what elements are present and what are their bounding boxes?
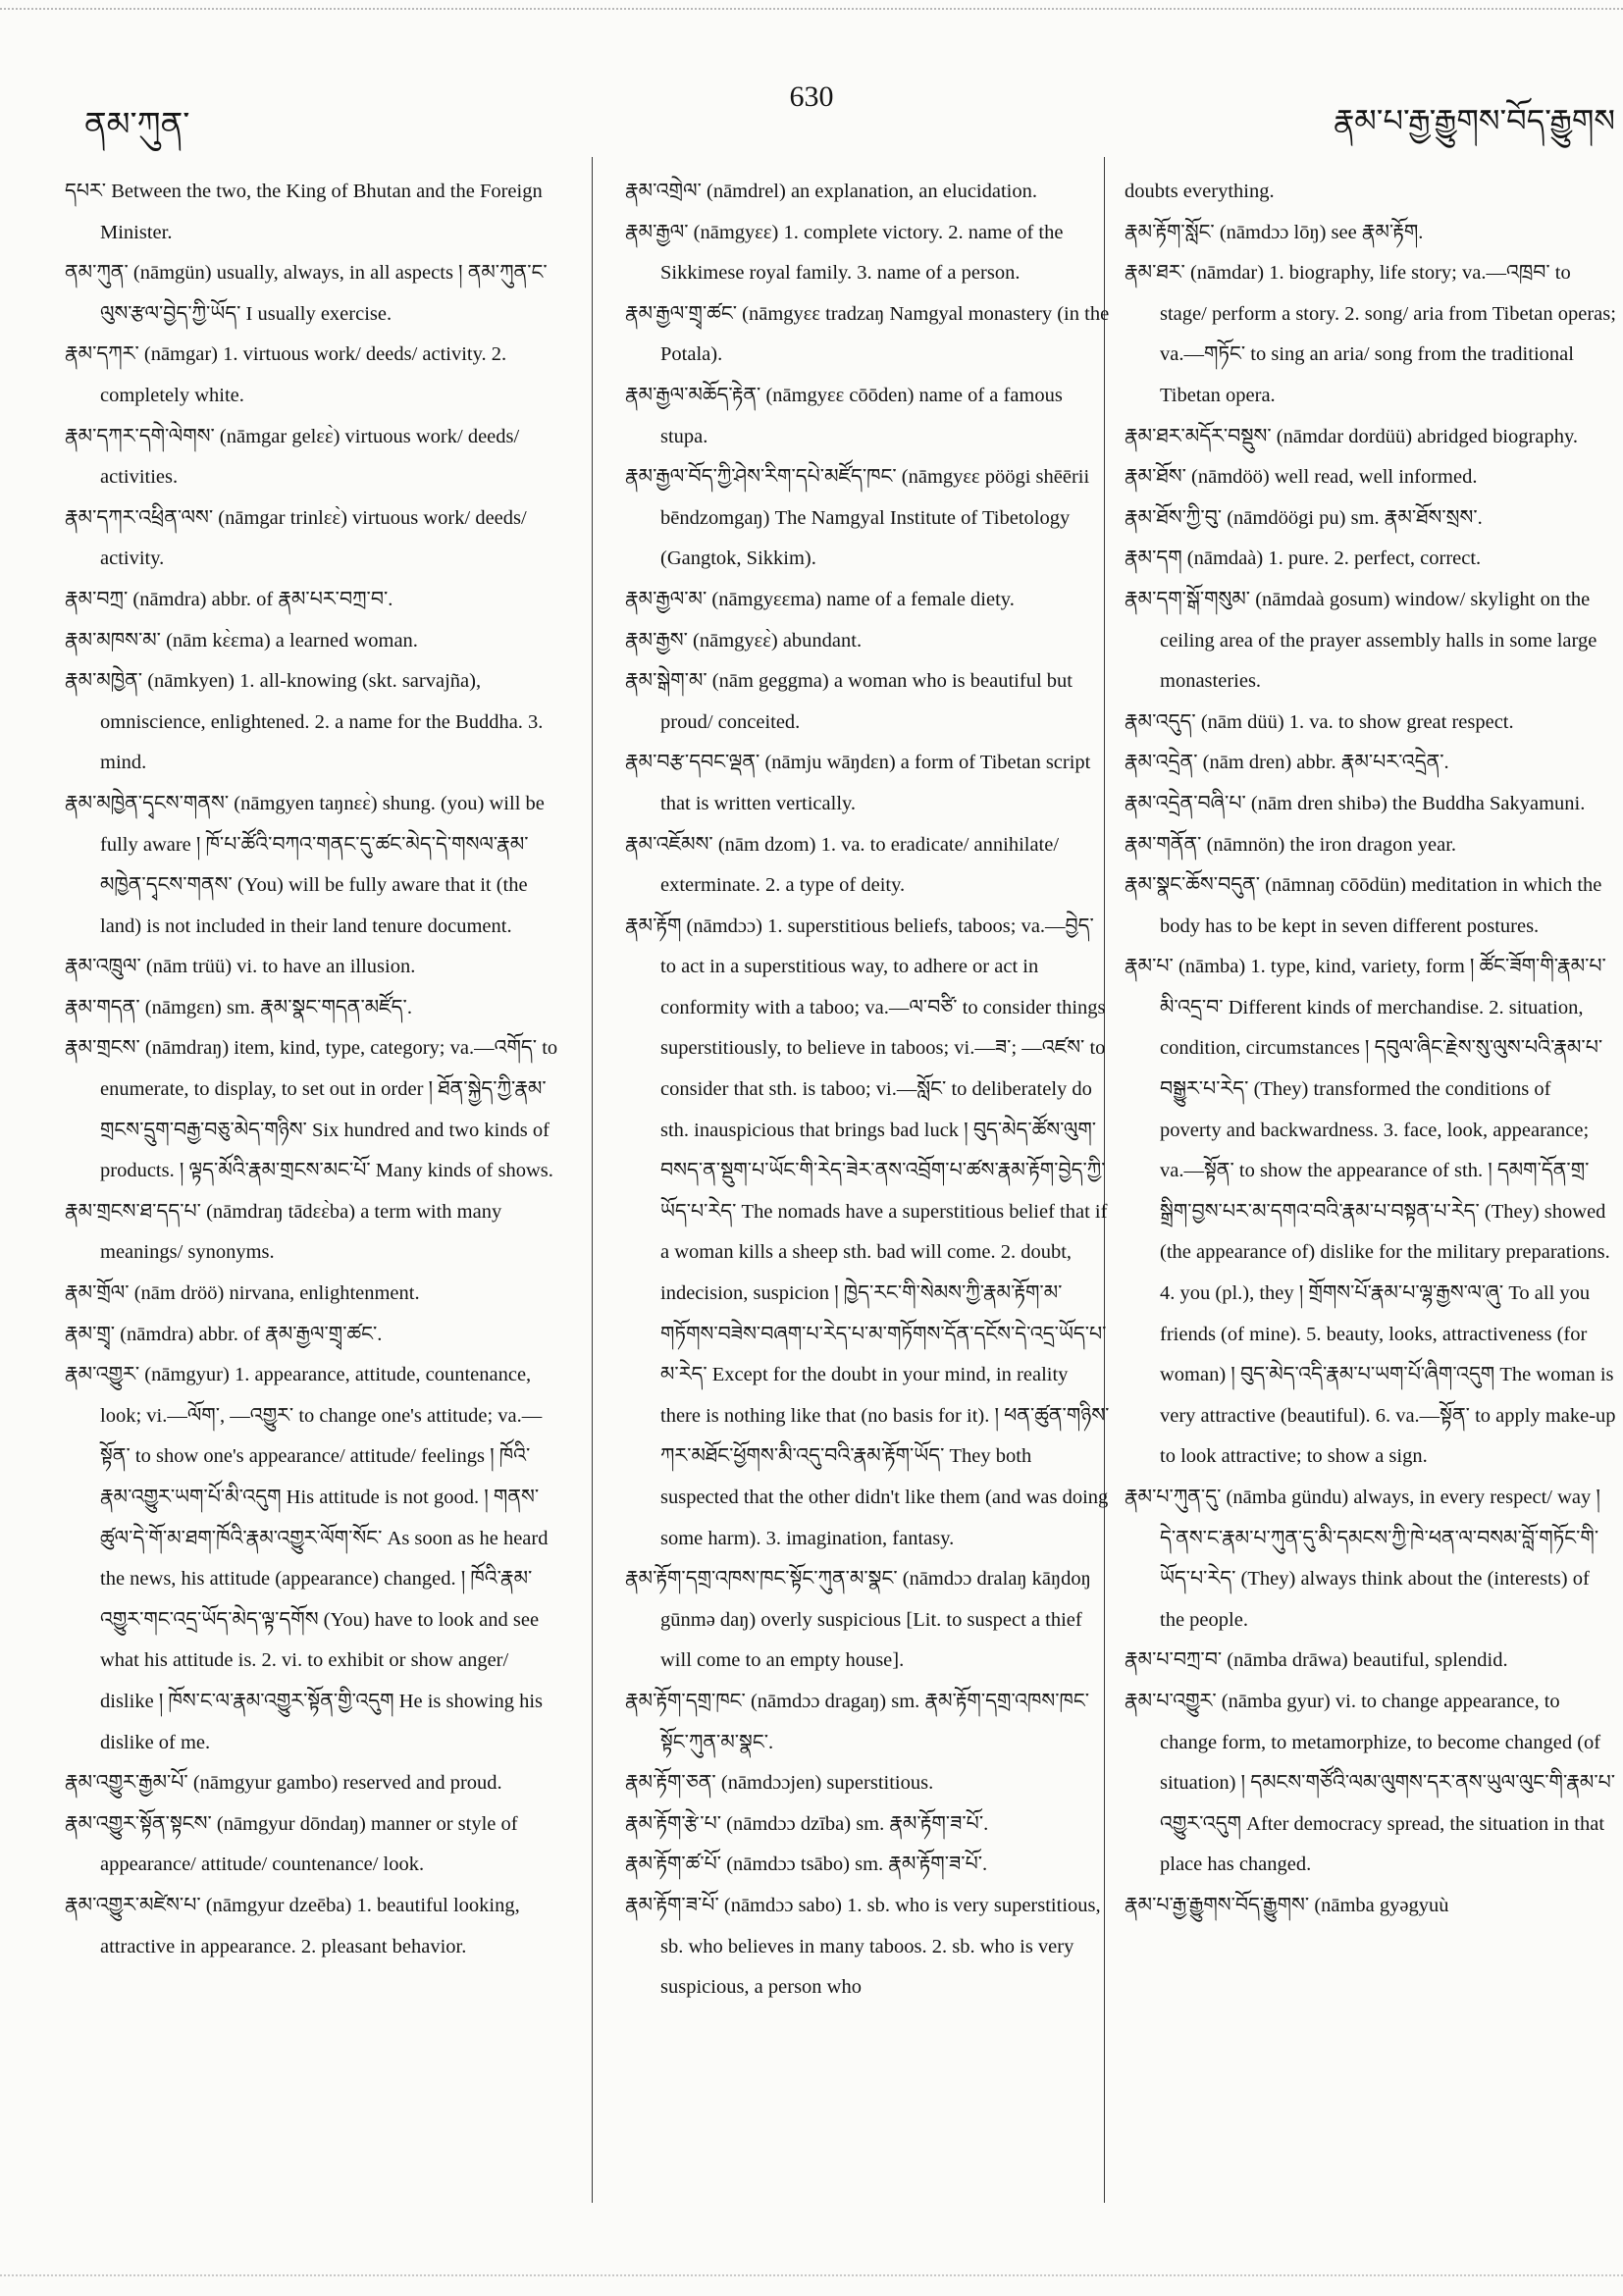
dictionary-entry: རྣམ་རྟོག་སློང་ (nāmdɔɔ lōŋ) see རྣམ་རྟོག. <box>1125 221 1424 243</box>
dictionary-entry: རྣམ་འགྱུར་རྒྱམ་པོ་ (nāmgyur gambo) reserved and proud. <box>65 1772 502 1795</box>
dictionary-entry: རྣམ་མཁས་མ་ (nām kɛ̀ɛma) a learned woman. <box>65 629 418 652</box>
dictionary-entry: རྣམ་རྟོག་དགྲ་ཁང་ (nāmdɔɔ dragaŋ) sm. རྣམ་རྟོག་དགྲ་འཁས་ཁང་སྟོང་ཀུན་མ་སྣང་. <box>625 1690 1090 1753</box>
dictionary-entry: ནམ་ཀུན་ (nāmgün) usually, always, in all aspects ། ནམ་ཀུན་ང་ལུས་རྩལ་བྱེད་ཀྱི་ཡོད་ I usually exercise. <box>65 262 548 325</box>
page-header <box>0 80 1623 143</box>
dictionary-entry: རྣམ་རྒྱལ་གྲྭ་ཚང་ (nāmgyɛɛ tradzaŋ Namgyal monastery (in the Potala). <box>625 302 1110 366</box>
dictionary-entry: རྣམ་དག་སྒོ་གསུམ་ (nāmdaà gosum) window/ skylight on the ceiling area of the prayer assembly halls in some large monasteries. <box>1125 588 1597 693</box>
dictionary-entry: རྣམ་ཐོས་ཀྱི་བུ་ (nāmdöögi pu) sm. རྣམ་ཐོས་སྲས་. <box>1125 506 1483 529</box>
dictionary-entry: རྣམ་རྒྱལ་མ་ (nāmgyɛɛma) name of a female diety. <box>625 588 1015 610</box>
left-running-head: ནམ་ཀུན་ <box>84 107 190 143</box>
dictionary-entry: རྣམ་གྲངས་ཐ་དད་པ་ (nāmdraŋ tādɛɛ̀ba) a term with many meanings/ synonyms. <box>65 1200 502 1264</box>
dictionary-entry: རྣམ་རྒྱལ་བོད་ཀྱི་ཤེས་རིག་དཔེ་མཛོད་ཁང་ (nāmgyɛɛ pöögi shēērii bēndzomgaŋ) The Namgyal Institute of Tibetology (Gangtok, Sikkim). <box>625 466 1090 570</box>
dictionary-entry: རྣམ་གདན་ (nāmgɛn) sm. རྣམ་སྣང་གདན་མཛོད་. <box>65 996 412 1018</box>
dictionary-entry: རྣམ་པ་འགྱུར་ (nāmba gyur) vi. to change appearance, to change form, to metamorphize, to become changed (of situation) ། དམངས་གཙོའི་ལམ་ལུགས་དར་ནས་ཡུལ་ལུང་གི་རྣམ་པ་འགྱུར་འདུག After democracy spread, the situation in that place has changed. <box>1125 1690 1616 1876</box>
dictionary-entry: རྣམ་གྲངས་ (nāmdraŋ) item, kind, type, category; va.—འགོད་ to enumerate, to display, to set out in order ། ཐོན་སྐྱེད་ཀྱི་རྣམ་གྲངས་དྲུག་བརྒྱ་བཅུ་མེད་གཉིས་ Six hundred and two kinds of products. ། ལྟད་མོའི་རྣམ་གྲངས་མང་པོ་ Many kinds of shows. <box>65 1037 558 1182</box>
dictionary-entry: རྣམ་འགྱུར་སྟོན་སྟངས་ (nāmgyur dōndaŋ) manner or style of appearance/ attitude/ countenance/ look. <box>65 1812 518 1876</box>
dictionary-entry: རྣམ་དཀར་ (nāmgar) 1. virtuous work/ deeds/ activity. 2. completely white. <box>65 343 507 406</box>
dictionary-entry: རྣམ་རྟོག (nāmdɔɔ) 1. superstitious beliefs, taboos; va.—བྱེད་ to act in a superstitious way, to adhere or act in conformity with a taboo; va.—ལ་བཙི་ to consider things superstitiously, to believe in taboos; vi.—ཟ་; —འཛས་ to consider that sth. is taboo; vi.—སློང་ to deliberately do sth. inauspicious that brings bad luck ། བུད་མེད་ཚོས་ལུག་བསད་ན་སྡུག་པ་ཡོང་གི་རེད་ཟེར་ནས་འབྲོག་པ་ཚས་རྣམ་རྟོག་བྱེད་ཀྱི་ཡོད་པ་རེད་ The nomads have a superstitious belief that if a woman kills a sheep sth. bad will come. 2. doubt, indecision, suspicion ། ཁྱེད་རང་གི་སེམས་ཀྱི་རྣམ་རྟོག་མ་གཏོགས་བཟེས་བཞག་པ་རེད་པ་མ་གཏོགས་དོན་དངོས་དེ་འདྲ་ཡོད་པ་མ་རེད་ Except for the doubt in your mind, in reality there is nothing like that (no basis for it). ། ཕན་ཚུན་གཉིས་ཀར་མཐོང་ཕྱོགས་མི་འདུ་བའི་རྣམ་རྟོག་ཡོད་ They both suspected that the other didn't like them (and was doing some harm). 3. imagination, fantasy. <box>625 914 1110 1549</box>
dictionary-entry: རྣམ་ཐོས་ (nāmdöö) well read, well informed. <box>1125 466 1478 489</box>
dictionary-entry: རྣམ་འདུད་ (nām düü) 1. va. to show great respect. <box>1125 710 1514 733</box>
dictionary-entry: རྣམ་གནོན་ (nāmnön) the iron dragon year. <box>1125 833 1457 856</box>
dictionary-entry: རྣམ་རྒྱལ་ (nāmgyɛɛ) 1. complete victory. 2. name of the Sikkimese royal family. 3. name of a person. <box>625 221 1064 285</box>
dictionary-entry: དཔར་ Between the two, the King of Bhutan and the Foreign Minister. <box>65 181 543 243</box>
dictionary-entry: རྣམ་པ་བཀྲ་བ་ (nāmba drāwa) beautiful, splendid. <box>1125 1649 1508 1672</box>
dictionary-entry: རྣམ་འགྱུར་མཛེས་པ་ (nāmgyur dzeēba) 1. beautiful looking, attractive in appearance. 2. pleasant behavior. <box>65 1894 520 1957</box>
scan-top-edge <box>0 8 1623 10</box>
dictionary-entry: རྣམ་གྲོལ་ (nām dröö) nirvana, enlightenment. <box>65 1282 420 1305</box>
dictionary-entry: རྣམ་འདྲེན་བཞི་པ་ (nām dren shibə) the Buddha Sakyamuni. <box>1125 792 1586 814</box>
dictionary-entry: རྣམ་མཁྱེན་ (nāmkyen) 1. all-knowing (skt. sarvajña), omniscience, enlightened. 2. a name for the Buddha. 3. mind. <box>65 670 544 774</box>
page-number: 630 <box>789 80 834 113</box>
dictionary-entry: རྣམ་སྣང་ཆོས་བདུན་ (nāmnaŋ cōōdün) meditation in which the body has to be kept in seven different postures. <box>1125 874 1602 937</box>
dictionary-entry: རྣམ་པ་ཀུན་དུ་ (nāmba gündu) always, in every respect/ way ། དེ་ནས་ང་རྣམ་པ་ཀུན་དུ་མི་དམངས་ཀྱི་ཁེ་ཕན་ལ་བསམ་བློ་གཏོང་གི་ཡོད་པ་རེད་ (They) always think about the (interests) of the people. <box>1125 1487 1600 1631</box>
dictionary-column-middle <box>625 172 1111 2222</box>
dictionary-entry: རྣམ་དག (nāmdaà) 1. pure. 2. perfect, correct. <box>1125 548 1482 570</box>
dictionary-entry: རྣམ་འདྲེན་ (nām dren) abbr. རྣམ་པར་འདྲེན་. <box>1125 752 1449 774</box>
dictionary-entry: རྣམ་རྟོག་ཅན་ (nāmdɔɔjen) superstitious. <box>625 1772 934 1795</box>
dictionary-entry: རྣམ་འཇོམས་ (nām dzom) 1. va. to eradicate/ annihilate/ exterminate. 2. a type of deity. <box>625 833 1060 897</box>
dictionary-entry: རྣམ་དཀར་དགེ་ལེགས་ (nāmgar gelɛɛ̀) virtuous work/ deeds/ activities. <box>65 425 520 489</box>
dictionary-entry: doubts everything. <box>1125 181 1275 202</box>
dictionary-entry: རྣམ་རྟོག་དགྲ་འཁས་ཁང་སྟོང་ཀུན་མ་སྣང་ (nāmdɔɔ dralaŋ kāŋdoŋ gūnmə daŋ) overly suspicious [Lit. to suspect a thief will come to an empty house]. <box>625 1568 1091 1672</box>
dictionary-entry: རྣམ་སྒེག་མ་ (nām geggma) a woman who is beautiful but proud/ conceited. <box>625 670 1073 733</box>
dictionary-entry: རྣམ་པ་རྒྱ་རྒྱུགས་བོད་རྒྱུགས་ (nāmba gyəgyuù <box>1125 1894 1449 1916</box>
dictionary-entry: རྣམ་འགྱུར་ (nāmgyur) 1. appearance, attitude, countenance, look; vi.—ལོག་, —འགྱུར་ to change one's attitude; va.—སྟོན་ to show one's appearance/ attitude/ feelings ། ཁོའི་རྣམ་འགྱུར་ཡག་པོ་མི་འདུག His attitude is not good. ། གནས་ཚུལ་དེ་གོ་མ་ཐག་ཁོའི་རྣམ་འགྱུར་ལོག་སོང་ As soon as he heard the news, his attitude (appearance) changed. ། ཁོའི་རྣམ་འགྱུར་གང་འདྲ་ཡོད་མེད་ལྟ་དགོས (You) have to look and see what his attitude is. 2. vi. to exhibit or show anger/ dislike ། ཁོས་ང་ལ་རྣམ་འགྱུར་སྟོན་གྱི་འདུག He is showing his dislike of me. <box>65 1364 549 1753</box>
dictionary-entry: རྣམ་འཁྲུལ་ (nām trüü) vi. to have an illusion. <box>65 956 416 978</box>
dictionary-column-left <box>65 172 559 2222</box>
dictionary-entry: རྣམ་རྟོག་རྩེ་པ་ (nāmdɔɔ dzība) sm. རྣམ་རྟོག་ཟ་པོ་. <box>625 1812 989 1835</box>
scan-bottom-edge <box>0 2274 1623 2276</box>
dictionary-entry: རྣམ་ཐར་ (nāmdar) 1. biography, life story; va.—འཁྲབ་ to stage/ perform a story. 2. song/ aria from Tibetan operas; va.—གཏོང་ to sing an aria/ song from the traditional Tibetan opera. <box>1125 262 1616 406</box>
dictionary-entry: རྣམ་རྒྱལ་མཆོད་རྟེན་ (nāmgyɛɛ cōōden) name of a famous stupa. <box>625 384 1063 447</box>
dictionary-entry: རྣམ་གྲྭ་ (nāmdra) abbr. of རྣམ་རྒྱལ་གྲྭ་ཚང་. <box>65 1323 383 1345</box>
dictionary-entry: རྣམ་ཐར་མདོར་བསྡུས་ (nāmdar dordüü) abridged biography. <box>1125 425 1579 447</box>
right-running-head: རྣམ་པ་རྒྱ་རྒྱུགས་བོད་རྒྱུགས <box>1333 103 1615 138</box>
dictionary-entry: རྣམ་དཀར་འཕྲིན་ལས་ (nāmgar trinlɛɛ̀) virtuous work/ deeds/ activity. <box>65 506 527 570</box>
dictionary-entry: རྣམ་བརྩ་དབང་ལྡན་ (nāmju wāŋdɛn) a form of Tibetan script that is written vertically. <box>625 752 1091 814</box>
dictionary-entry: རྣམ་བཀྲ་ (nāmdra) abbr. of རྣམ་པར་བཀྲ་བ་. <box>65 588 393 610</box>
dictionary-entry: རྣམ་པ་ (nāmba) 1. type, kind, variety, form ། ཚོང་ཟོག་གི་རྣམ་པ་མི་འདྲ་བ་ Different kinds of merchandise. 2. situation, condition, circumstances ། དབུལ་ཞིང་རྗེས་སུ་ལུས་པའི་རྣམ་པ་བསྒྱུར་པ་རེད་ (They) transformed the conditions of poverty and backwardness. 3. face, look, appearance; va.—སྟོན་ to show the appearance of sth. ། དམག་དོན་གྲ་སྒྲིག་བྱས་པར་མ་དགའ་བའི་རྣམ་པ་བསྟན་པ་རེད་ (They) showed (the appearance of) dislike for the military preparations. 4. you (pl.), they ། གྲོགས་པོ་རྣམ་པ་ལྷ་རྒྱས་ལ་ཞུ་ To all you friends (of mine). 5. beauty, looks, attractiveness (for woman) ། བུད་མེད་འདི་རྣམ་པ་ཡག་པོ་ཞིག་འདུག The woman is very attractive (beautiful). 6. va.—སྟོན་ to apply make-up to look attractive; to show a sign. <box>1125 956 1616 1468</box>
dictionary-entry: རྣམ་རྟོག་ཚ་པོ་ (nāmdɔɔ tsābo) sm. རྣམ་རྟོག་ཟ་པོ་. <box>625 1853 988 1876</box>
dictionary-entry: རྣམ་རྟོག་ཟ་པོ་ (nāmdɔɔ sabo) 1. sb. who is very superstitious, sb. who believes in many taboos. 2. sb. who is very suspicious, a person who <box>625 1894 1101 1999</box>
dictionary-entry: རྣམ་རྒྱས་ (nāmgyɛɛ̀) abundant. <box>625 629 863 652</box>
column-divider <box>592 157 593 2203</box>
dictionary-entry: རྣམ་འགྲེལ་ (nāmdrel) an explanation, an elucidation. <box>625 181 1037 202</box>
dictionary-column-right <box>1125 172 1617 2222</box>
dictionary-entry: རྣམ་མཁྱེན་དྭངས་གནས་ (nāmgyen taŋnɛɛ̀) shung. (you) will be fully aware ། ཁོ་པ་ཚོའི་བཀའ་གནང་དུ་ཚང་མེད་དེ་གསལ་རྣམ་མཁྱེན་དྭངས་གནས་ (You) will be fully aware that it (the land) is not included in their land tenure document. <box>65 792 545 937</box>
